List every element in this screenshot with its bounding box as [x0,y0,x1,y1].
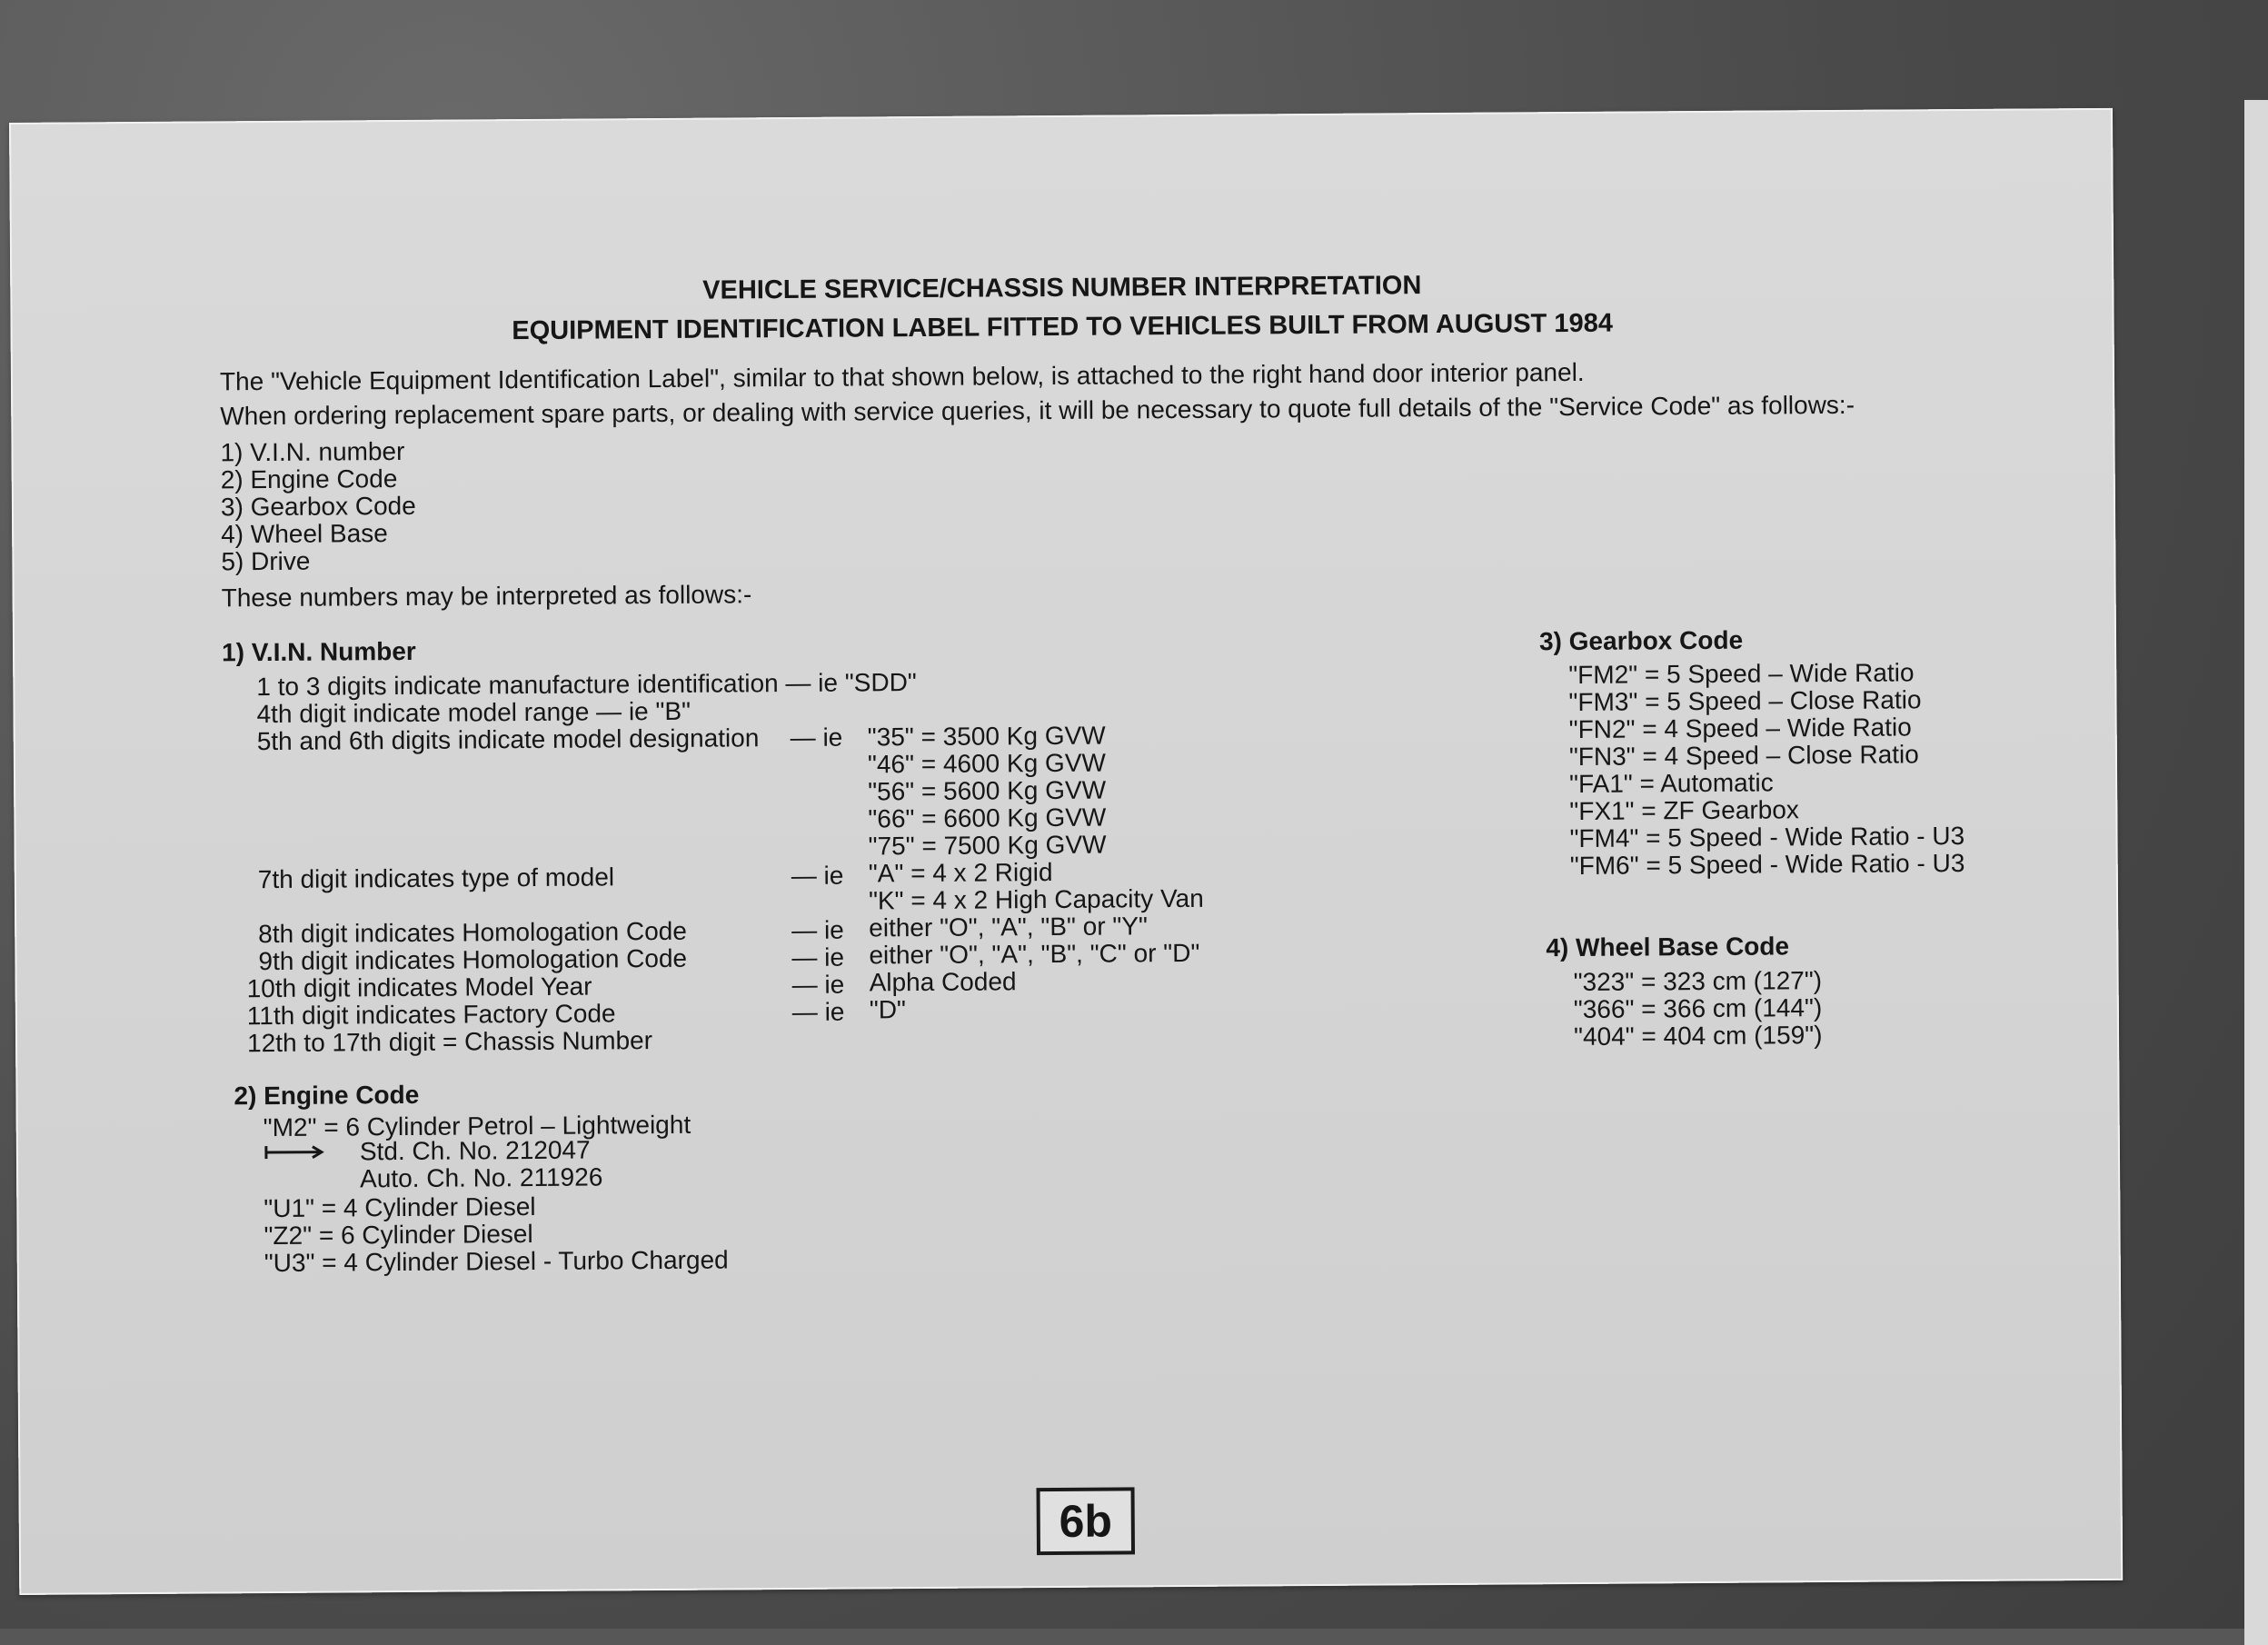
vin-value: either "O", "A", "B" or "Y" [869,912,1148,942]
gearbox-item: "FN3" = 4 Speed – Close Ratio [1569,741,1919,771]
wheelbase-item: "323" = 323 cm (127") [1574,967,1823,996]
vin-line: 9th digit indicates Homologation Code [258,945,687,975]
vin-ie: — ie [792,999,845,1026]
intro-list-item: 4) Wheel Base [221,520,388,548]
vin-line: 1 to 3 digits indicate manufacture identification — ie "SDD" [256,669,917,701]
vin-ie: — ie [791,862,844,890]
vin-line: 8th digit indicates Homologation Code [258,918,687,948]
gearbox-item: "FN2" = 4 Speed – Wide Ratio [1569,713,1912,743]
vin-type: "A" = 4 x 2 Rigid [869,859,1053,887]
intro-list-item: 3) Gearbox Code [221,493,416,521]
intro-list-item: 2) Engine Code [221,465,398,494]
vin-ie: — ie [792,972,845,999]
intro-line-2: When ordering replacement spare parts, or dealing with service queries, it will be necessary to quote full details of the "Service Code" as follows:- [220,392,1855,431]
vin-line: 7th digit indicates type of model [258,863,614,893]
wheelbase-heading: 4) Wheel Base Code [1546,932,1789,962]
engine-chassis-auto: Auto. Ch. No. 211926 [360,1163,602,1192]
wheelbase-item: "366" = 366 cm (144") [1574,994,1823,1023]
gearbox-item: "FM3" = 5 Speed – Close Ratio [1568,686,1921,716]
gearbox-item: "FA1" = Automatic [1569,769,1774,798]
vin-ie: — ie [791,917,844,944]
vin-line: 10th digit indicates Model Year [247,973,592,1003]
wheelbase-item: "404" = 404 cm (159") [1574,1022,1823,1051]
vin-line: 5th and 6th digits indicate model designation [257,724,760,755]
gearbox-item: "FM2" = 5 Speed – Wide Ratio [1568,659,1914,689]
gearbox-item: "FX1" = ZF Gearbox [1569,796,1799,825]
vin-heading: 1) V.I.N. Number [222,638,416,666]
intro-outro: These numbers may be interpreted as follows:- [222,581,752,612]
vin-line: 4th digit indicate model range — ie "B" [256,698,691,728]
vin-designation: "75" = 7500 Kg GVW [868,832,1106,861]
page-title: VEHICLE SERVICE/CHASSIS NUMBER INTERPRETATION [10,267,2114,309]
vin-type: "K" = 4 x 2 High Capacity Van [869,885,1204,915]
vin-ie: — ie [791,944,844,972]
vin-designation: "56" = 5600 Kg GVW [868,777,1106,806]
engine-item: "U3" = 4 Cylinder Diesel - Turbo Charged [264,1247,729,1278]
intro-line-1: The "Vehicle Equipment Identification Label", similar to that shown below, is attached to the right hand door interior panel. [220,359,1585,395]
engine-item: "Z2" = 6 Cylinder Diesel [264,1221,532,1250]
vin-designation: "66" = 6600 Kg GVW [868,804,1106,833]
intro-list-item: 1) V.I.N. number [220,438,404,466]
arrow-right-icon [264,1143,327,1161]
engine-heading: 2) Engine Code [234,1082,419,1110]
engine-item: "U1" = 4 Cylinder Diesel [264,1193,535,1222]
vin-value: Alpha Coded [870,968,1017,996]
vin-designation: "35" = 3500 Kg GVW [868,723,1106,752]
vin-value: either "O", "A", "B", "C" or "D" [869,940,1199,970]
document-page [9,108,2123,1595]
vin-line: 12th to 17th digit = Chassis Number [247,1027,652,1057]
engine-item: "M2" = 6 Cylinder Petrol – Lightweight [264,1112,691,1142]
intro-list-item: 5) Drive [221,548,310,576]
adjacent-page-edge [2244,100,2268,1645]
vin-line: 11th digit indicates Factory Code [247,1000,616,1030]
vin-value: "D" [870,996,906,1023]
vin-ie: — ie [791,724,843,752]
page-number-badge: 6b [1037,1487,1136,1555]
gearbox-item: "FM4" = 5 Speed - Wide Ratio - U3 [1569,822,1965,852]
engine-chassis-std: Std. Ch. No. 212047 [360,1137,591,1166]
gearbox-heading: 3) Gearbox Code [1539,627,1743,656]
vin-designation: "46" = 4600 Kg GVW [868,750,1106,779]
gearbox-item: "FM6" = 5 Speed - Wide Ratio - U3 [1570,850,1965,880]
page-subtitle: EQUIPMENT IDENTIFICATION LABEL FITTED TO VEHICLES BUILT FROM AUGUST 1984 [11,306,2114,348]
